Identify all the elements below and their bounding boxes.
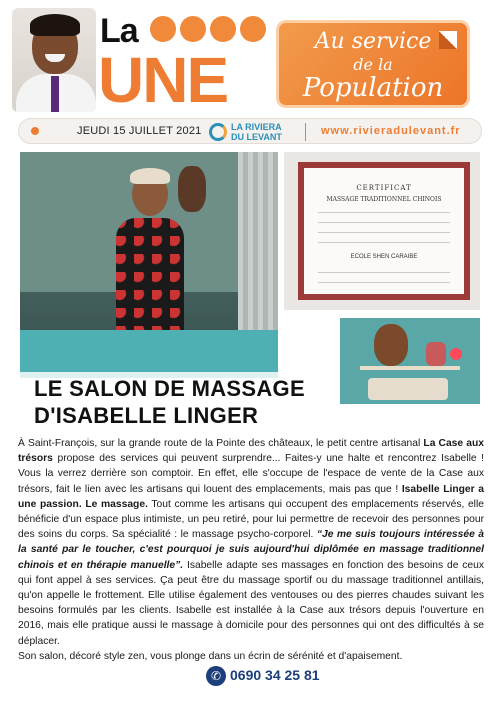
brand-name	[231, 122, 282, 142]
decor-lamp	[450, 348, 462, 360]
article-text: Son salon, décoré style zen, vous plonge dans un écrin de sérénité et d'apaisement.	[18, 650, 403, 662]
decor-stones	[368, 378, 448, 400]
service-banner	[276, 20, 470, 108]
issue-date: JEUDI 15 JUILLET 2021	[77, 125, 202, 137]
page-fold-icon	[439, 31, 457, 49]
avatar-tie	[51, 76, 59, 112]
masthead-dot	[150, 16, 176, 42]
date-bar	[18, 118, 482, 144]
article-bold: Isabelle Linger a une passion. Le massage.	[18, 483, 484, 510]
date-bar-divider	[305, 123, 306, 141]
article-bold: La Case aux trésors	[18, 438, 484, 465]
article-text: Tout comme les artisans qui occupent des emplacements réservés, elle bénéficie d'un espace plus intimiste, un peu retiré, pour lui permettre de recevoir des personnes pour des soins du corps. Sa spécialité : le massage psycho-corporel.	[18, 498, 484, 541]
article-paragraph	[18, 649, 484, 664]
photo-certificate	[284, 152, 480, 310]
brand-logo-icon	[209, 123, 227, 141]
certificate-subtitle: MASSAGE TRADITIONNEL CHINOIS	[326, 196, 442, 203]
service-line-3: Population	[302, 73, 444, 103]
certificate-school: ECOLE SHEN CARAIBE	[350, 254, 418, 260]
certificate-title: CERTIFICAT	[356, 184, 412, 192]
person-hair	[130, 168, 170, 184]
service-line-1: Au service	[314, 29, 432, 54]
article-body	[18, 436, 484, 664]
certificate-line	[318, 282, 450, 283]
brand-name-line-1: LA RIVIERA	[231, 122, 282, 132]
bullet-icon	[31, 127, 39, 135]
headline-line-2: D'ISABELLE LINGER	[34, 403, 259, 428]
decor-mask	[374, 324, 408, 366]
decor-jar	[426, 342, 446, 366]
brand-name-line-2: DU LEVANT	[231, 132, 282, 142]
certificate-line	[318, 242, 450, 243]
article-text: propose des services qui peuvent surprendre... Faites-y une halte et rencontrez Isabelle ! Vous la verrez derrière son comptoir. En effet, elle s'occupe de l'espace de vente de la Case aux trésors, fait le lien avec les artisans qui louent des emplacements, mais pas que !	[18, 453, 484, 495]
author-avatar	[12, 8, 96, 112]
certificate-line	[318, 212, 450, 213]
photo-zen-decor	[340, 318, 480, 404]
masthead-une: UNE	[98, 44, 228, 116]
article-quote: “Je me suis toujours intéressée à la santé par le toucher, c'est pourquoi je suis aujourd'hui diplômée en massage traditionnel chinois et en thérapie manuelle”.	[18, 529, 484, 571]
article-text: Isabelle adapte ses massages en fonction des besoins de ceux qui font appel à ses services. Ça peut être du massage sportif ou du massage traditionnel antillais, qu'on appelle le frottement. Elle utilise également des ventouses ou des pierres chaudes suivant les besoins formulés par les clients. Isabelle est installée à la Case aux trésors depuis l'ouverture en 2016, mais elle pratique aussi le massage à domicile pour des personnes qui ont des difficultés à se déplacer.	[18, 559, 484, 647]
certificate	[298, 162, 470, 300]
certificate-line	[318, 232, 450, 233]
certificate-line	[318, 222, 450, 223]
certificate-line	[318, 272, 450, 273]
photo-isabelle	[20, 152, 278, 378]
page-header	[0, 0, 500, 122]
avatar-hair	[30, 14, 80, 36]
phone-number[interactable]: 0690 34 25 81	[230, 667, 320, 683]
article-text: À Saint-François, sur la grande route de la Pointe des châteaux, le petit centre artisanal	[18, 438, 424, 449]
masthead-dot	[180, 16, 206, 42]
decor-shelf	[360, 366, 460, 370]
phone-icon: ✆	[206, 666, 226, 686]
masthead-la: La	[100, 12, 138, 50]
photo-massage-table	[20, 330, 278, 378]
masthead-dot	[210, 16, 236, 42]
article-paragraph	[18, 436, 484, 649]
masthead-dot	[240, 16, 266, 42]
headline-line-1: LE SALON DE MASSAGE	[34, 376, 305, 401]
article-headline	[20, 372, 334, 432]
service-line-2: de la	[353, 55, 393, 74]
website-link[interactable]: www.rivieradulevant.fr	[321, 125, 461, 137]
